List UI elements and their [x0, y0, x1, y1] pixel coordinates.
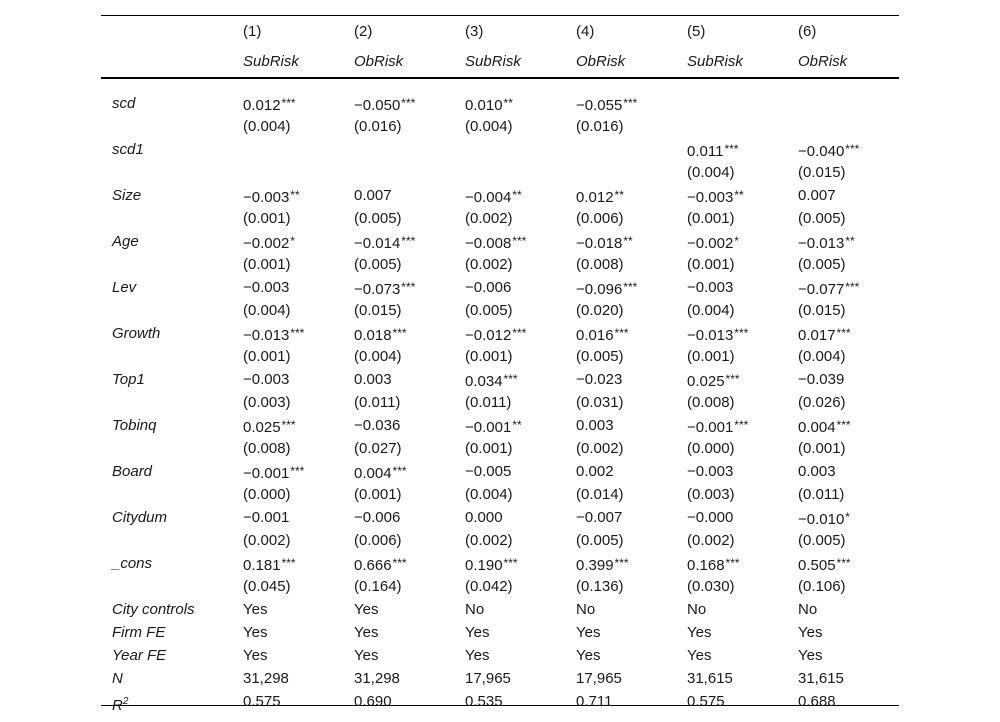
- significance-stars: **: [290, 188, 300, 202]
- table-cell: 31,615: [687, 670, 733, 687]
- table-row-se: [101, 529, 899, 552]
- table-row: [101, 552, 899, 575]
- row-label: Lev: [112, 279, 137, 296]
- table-row-se: [101, 575, 899, 598]
- row-label: Tobinq: [112, 417, 157, 434]
- table-row: [101, 644, 899, 667]
- table-row-se: [101, 253, 899, 276]
- standard-error-cell: (0.004): [465, 118, 513, 135]
- coefficient-cell: −0.001**: [465, 418, 522, 436]
- significance-stars: ***: [845, 280, 860, 294]
- table-row: [101, 322, 899, 345]
- significance-stars: **: [512, 418, 522, 432]
- coefficient-cell: −0.055***: [576, 96, 638, 114]
- table-cell: Yes: [576, 647, 601, 664]
- significance-stars: **: [845, 234, 855, 248]
- row-label: Size: [112, 187, 142, 204]
- significance-stars: **: [623, 234, 633, 248]
- table-body: [101, 92, 899, 713]
- significance-stars: ***: [734, 418, 749, 432]
- coefficient-cell: 0.190***: [465, 556, 518, 574]
- coefficient-cell: −0.004**: [465, 188, 522, 206]
- standard-error-cell: (0.003): [243, 394, 291, 411]
- dependent-variable-label: ObRisk: [576, 53, 626, 70]
- standard-error-cell: (0.001): [687, 348, 735, 365]
- table-cell: Yes: [687, 624, 712, 641]
- coefficient-cell: 0.168***: [687, 556, 740, 574]
- coefficient-cell: −0.006: [465, 279, 512, 296]
- table-cell: 31,615: [798, 670, 844, 687]
- significance-stars: *: [845, 510, 850, 524]
- standard-error-cell: (0.006): [354, 532, 402, 549]
- significance-stars: ***: [503, 556, 518, 570]
- coefficient-cell: 0.004***: [354, 464, 407, 482]
- row-label: Top1: [112, 371, 145, 388]
- table-row-se: [101, 345, 899, 368]
- significance-stars: ***: [623, 280, 638, 294]
- standard-error-cell: (0.005): [798, 256, 846, 273]
- significance-stars: ***: [836, 556, 851, 570]
- dependent-variable-label: SubRisk: [243, 53, 299, 70]
- standard-error-cell: (0.004): [243, 302, 291, 319]
- significance-stars: ***: [734, 326, 749, 340]
- table-cell: Yes: [798, 624, 823, 641]
- table-row: [101, 184, 899, 207]
- standard-error-cell: (0.008): [687, 394, 735, 411]
- coefficient-cell: −0.014***: [354, 234, 416, 252]
- table-row-se: [101, 161, 899, 184]
- coefficient-cell: 0.016***: [576, 326, 629, 344]
- table-cell: 0.711: [576, 693, 613, 710]
- standard-error-cell: (0.005): [576, 532, 624, 549]
- column-number: (5): [687, 23, 706, 40]
- table-row-se: [101, 437, 899, 460]
- significance-stars: ***: [512, 234, 527, 248]
- standard-error-cell: (0.002): [465, 210, 513, 227]
- coefficient-cell: −0.002*: [243, 234, 295, 252]
- coefficient-cell: −0.007: [576, 509, 623, 526]
- table-row: [101, 368, 899, 391]
- standard-error-cell: (0.045): [243, 578, 291, 595]
- standard-error-cell: (0.003): [687, 486, 735, 503]
- table-cell: 0.575: [243, 693, 281, 710]
- standard-error-cell: (0.001): [243, 210, 291, 227]
- standard-error-cell: (0.020): [576, 302, 624, 319]
- coefficient-cell: 0.000: [465, 509, 503, 526]
- coefficient-cell: 0.003: [576, 417, 614, 434]
- table-row: [101, 276, 899, 299]
- coefficient-cell: 0.012**: [576, 188, 624, 206]
- row-label: Growth: [112, 325, 161, 342]
- coefficient-cell: 0.017***: [798, 326, 851, 344]
- coefficient-cell: −0.012***: [465, 326, 527, 344]
- significance-stars: ***: [836, 418, 851, 432]
- table-cell: Yes: [687, 647, 712, 664]
- table-row: [101, 506, 899, 529]
- standard-error-cell: (0.011): [798, 486, 845, 503]
- standard-error-cell: (0.016): [354, 118, 402, 135]
- standard-error-cell: (0.004): [243, 118, 291, 135]
- row-label: Board: [112, 463, 153, 480]
- significance-stars: ***: [724, 142, 739, 156]
- row-label: Year FE: [112, 647, 167, 664]
- standard-error-cell: (0.015): [798, 302, 846, 319]
- standard-error-cell: (0.004): [465, 486, 513, 503]
- significance-stars: ***: [290, 326, 305, 340]
- standard-error-cell: (0.014): [576, 486, 624, 503]
- standard-error-cell: (0.011): [465, 394, 512, 411]
- coefficient-cell: −0.036: [354, 417, 401, 434]
- significance-stars: ***: [392, 464, 407, 478]
- table-row: [101, 92, 899, 115]
- standard-error-cell: (0.015): [354, 302, 402, 319]
- significance-stars: ***: [614, 326, 629, 340]
- standard-error-cell: (0.001): [465, 348, 513, 365]
- standard-error-cell: (0.031): [576, 394, 624, 411]
- standard-error-cell: (0.000): [687, 440, 735, 457]
- significance-stars: ***: [614, 556, 629, 570]
- table-row: [101, 460, 899, 483]
- significance-stars: ***: [725, 372, 740, 386]
- coefficient-cell: 0.025***: [687, 372, 740, 390]
- coefficient-cell: −0.073***: [354, 280, 416, 298]
- coefficient-cell: 0.666***: [354, 556, 407, 574]
- regression-table: [101, 17, 899, 713]
- coefficient-cell: −0.018**: [576, 234, 633, 252]
- standard-error-cell: (0.002): [243, 532, 291, 549]
- significance-stars: **: [734, 188, 744, 202]
- table-cell: No: [798, 601, 818, 618]
- coefficient-cell: 0.003: [354, 371, 392, 388]
- table-row-se: [101, 391, 899, 414]
- coefficient-cell: 0.018***: [354, 326, 407, 344]
- standard-error-cell: (0.001): [465, 440, 513, 457]
- coefficient-cell: 0.010**: [465, 96, 513, 114]
- significance-stars: ***: [281, 96, 296, 110]
- significance-stars: ***: [503, 372, 518, 386]
- standard-error-cell: (0.015): [798, 164, 846, 181]
- coefficient-cell: −0.003**: [243, 188, 300, 206]
- coefficient-cell: 0.007: [798, 187, 836, 204]
- row-label: Firm FE: [112, 624, 166, 641]
- coefficient-cell: 0.004***: [798, 418, 851, 436]
- coefficient-cell: −0.005: [465, 463, 512, 480]
- table-cell: 17,965: [465, 670, 511, 687]
- standard-error-cell: (0.002): [465, 256, 513, 273]
- coefficient-cell: −0.013***: [687, 326, 749, 344]
- table-cell: 17,965: [576, 670, 622, 687]
- column-number-row: [101, 17, 899, 47]
- significance-stars: ***: [512, 326, 527, 340]
- coefficient-cell: 0.007: [354, 187, 392, 204]
- standard-error-cell: (0.106): [798, 578, 846, 595]
- standard-error-cell: (0.005): [354, 210, 402, 227]
- significance-stars: ***: [401, 280, 416, 294]
- significance-stars: *: [734, 234, 739, 248]
- table-row: [101, 621, 899, 644]
- table-row-se: [101, 115, 899, 138]
- standard-error-cell: (0.004): [798, 348, 846, 365]
- standard-error-cell: (0.002): [576, 440, 624, 457]
- coefficient-cell: −0.096***: [576, 280, 638, 298]
- coefficient-cell: 0.181***: [243, 556, 296, 574]
- coefficient-cell: −0.003: [687, 279, 734, 296]
- standard-error-cell: (0.004): [687, 302, 735, 319]
- coefficient-cell: −0.013**: [798, 234, 855, 252]
- coefficient-cell: 0.025***: [243, 418, 296, 436]
- column-number: (3): [465, 23, 484, 40]
- table-row-se: [101, 207, 899, 230]
- standard-error-cell: (0.008): [243, 440, 291, 457]
- coefficient-cell: 0.034***: [465, 372, 518, 390]
- table-cell: Yes: [354, 601, 379, 618]
- table-cell: Yes: [243, 601, 268, 618]
- significance-stars: **: [503, 96, 513, 110]
- coefficient-cell: −0.003**: [687, 188, 744, 206]
- coefficient-cell: 0.002: [576, 463, 614, 480]
- significance-stars: **: [614, 188, 624, 202]
- coefficient-cell: 0.399***: [576, 556, 629, 574]
- standard-error-cell: (0.005): [465, 302, 513, 319]
- superscript: 2: [122, 696, 129, 707]
- standard-error-cell: (0.008): [576, 256, 624, 273]
- standard-error-cell: (0.005): [798, 210, 846, 227]
- table-cell: Yes: [798, 647, 823, 664]
- table-cell: 0.575: [687, 693, 725, 710]
- standard-error-cell: (0.000): [243, 486, 291, 503]
- dependent-variable-label: ObRisk: [798, 53, 848, 70]
- standard-error-cell: (0.001): [354, 486, 402, 503]
- table-cell: Yes: [243, 624, 268, 641]
- coefficient-cell: −0.050***: [354, 96, 416, 114]
- standard-error-cell: (0.002): [687, 532, 735, 549]
- standard-error-cell: (0.005): [798, 532, 846, 549]
- table-row: [101, 230, 899, 253]
- standard-error-cell: (0.042): [465, 578, 513, 595]
- significance-stars: ***: [392, 556, 407, 570]
- table-cell: No: [576, 601, 596, 618]
- row-label: Age: [112, 233, 139, 250]
- table-cell: Yes: [576, 624, 601, 641]
- coefficient-cell: −0.001: [243, 509, 290, 526]
- standard-error-cell: (0.002): [465, 532, 513, 549]
- standard-error-cell: (0.004): [687, 164, 735, 181]
- standard-error-cell: (0.001): [798, 440, 846, 457]
- row-label: Citydum: [112, 509, 168, 526]
- significance-stars: ***: [290, 464, 305, 478]
- table-cell: Yes: [354, 647, 379, 664]
- coefficient-cell: −0.013***: [243, 326, 305, 344]
- table-cell: 0.690: [354, 693, 392, 710]
- row-label: City controls: [112, 601, 195, 618]
- standard-error-cell: (0.026): [798, 394, 846, 411]
- row-label: scd1: [112, 141, 144, 158]
- coefficient-cell: −0.003: [687, 463, 734, 480]
- significance-stars: ***: [836, 326, 851, 340]
- coefficient-cell: −0.006: [354, 509, 401, 526]
- standard-error-cell: (0.005): [576, 348, 624, 365]
- table-cell: 0.688: [798, 693, 836, 710]
- standard-error-cell: (0.011): [354, 394, 401, 411]
- standard-error-cell: (0.001): [687, 256, 735, 273]
- table-cell: No: [465, 601, 485, 618]
- table-row-se: [101, 299, 899, 322]
- significance-stars: ***: [392, 326, 407, 340]
- standard-error-cell: (0.164): [354, 578, 402, 595]
- table-cell: No: [687, 601, 707, 618]
- coefficient-cell: −0.077***: [798, 280, 860, 298]
- coefficient-cell: −0.003: [243, 371, 290, 388]
- standard-error-cell: (0.027): [354, 440, 402, 457]
- table-cell: Yes: [465, 624, 490, 641]
- coefficient-cell: −0.039: [798, 371, 845, 388]
- table-row: [101, 414, 899, 437]
- standard-error-cell: (0.005): [354, 256, 402, 273]
- standard-error-cell: (0.016): [576, 118, 624, 135]
- dependent-variable-label: ObRisk: [354, 53, 404, 70]
- coefficient-cell: −0.010*: [798, 510, 850, 528]
- dependent-variable-label: SubRisk: [465, 53, 521, 70]
- top-rule: [101, 15, 899, 16]
- table-row: [101, 667, 899, 690]
- standard-error-cell: (0.136): [576, 578, 624, 595]
- table-cell: Yes: [243, 647, 268, 664]
- dependent-variable-row: [101, 47, 899, 77]
- row-label: $R^2$: [112, 696, 129, 714]
- coefficient-cell: −0.000: [687, 509, 734, 526]
- significance-stars: ***: [401, 96, 416, 110]
- coefficient-cell: −0.001***: [687, 418, 749, 436]
- table-cell: 31,298: [354, 670, 400, 687]
- table-cell: 31,298: [243, 670, 289, 687]
- standard-error-cell: (0.001): [687, 210, 735, 227]
- significance-stars: ***: [725, 556, 740, 570]
- coefficient-cell: −0.001***: [243, 464, 305, 482]
- significance-stars: ***: [281, 418, 296, 432]
- table-row-se: [101, 483, 899, 506]
- significance-stars: ***: [401, 234, 416, 248]
- standard-error-cell: (0.030): [687, 578, 735, 595]
- significance-stars: *: [290, 234, 295, 248]
- column-number: (6): [798, 23, 817, 40]
- table-row: [101, 598, 899, 621]
- row-label: N: [112, 670, 123, 687]
- standard-error-cell: (0.001): [243, 348, 291, 365]
- column-number: (1): [243, 23, 262, 40]
- coefficient-cell: −0.002*: [687, 234, 739, 252]
- significance-stars: ***: [623, 96, 638, 110]
- coefficient-cell: −0.023: [576, 371, 623, 388]
- coefficient-cell: −0.040***: [798, 142, 860, 160]
- row-label: scd: [112, 95, 136, 112]
- column-number: (2): [354, 23, 373, 40]
- standard-error-cell: (0.001): [243, 256, 291, 273]
- coefficient-cell: 0.003: [798, 463, 836, 480]
- table-cell: Yes: [465, 647, 490, 664]
- coefficient-cell: 0.011***: [687, 142, 739, 160]
- coefficient-cell: 0.505***: [798, 556, 851, 574]
- coefficient-cell: −0.008***: [465, 234, 527, 252]
- table-row: [101, 138, 899, 161]
- table-row-r2: [101, 690, 899, 713]
- significance-stars: ***: [281, 556, 296, 570]
- table-cell: Yes: [354, 624, 379, 641]
- row-label: _cons: [112, 555, 153, 572]
- standard-error-cell: (0.004): [354, 348, 402, 365]
- significance-stars: ***: [845, 142, 860, 156]
- table-cell: 0.535: [465, 693, 503, 710]
- significance-stars: **: [512, 188, 522, 202]
- standard-error-cell: (0.006): [576, 210, 624, 227]
- coefficient-cell: −0.003: [243, 279, 290, 296]
- dependent-variable-label: SubRisk: [687, 53, 743, 70]
- coefficient-cell: 0.012***: [243, 96, 296, 114]
- column-number: (4): [576, 23, 595, 40]
